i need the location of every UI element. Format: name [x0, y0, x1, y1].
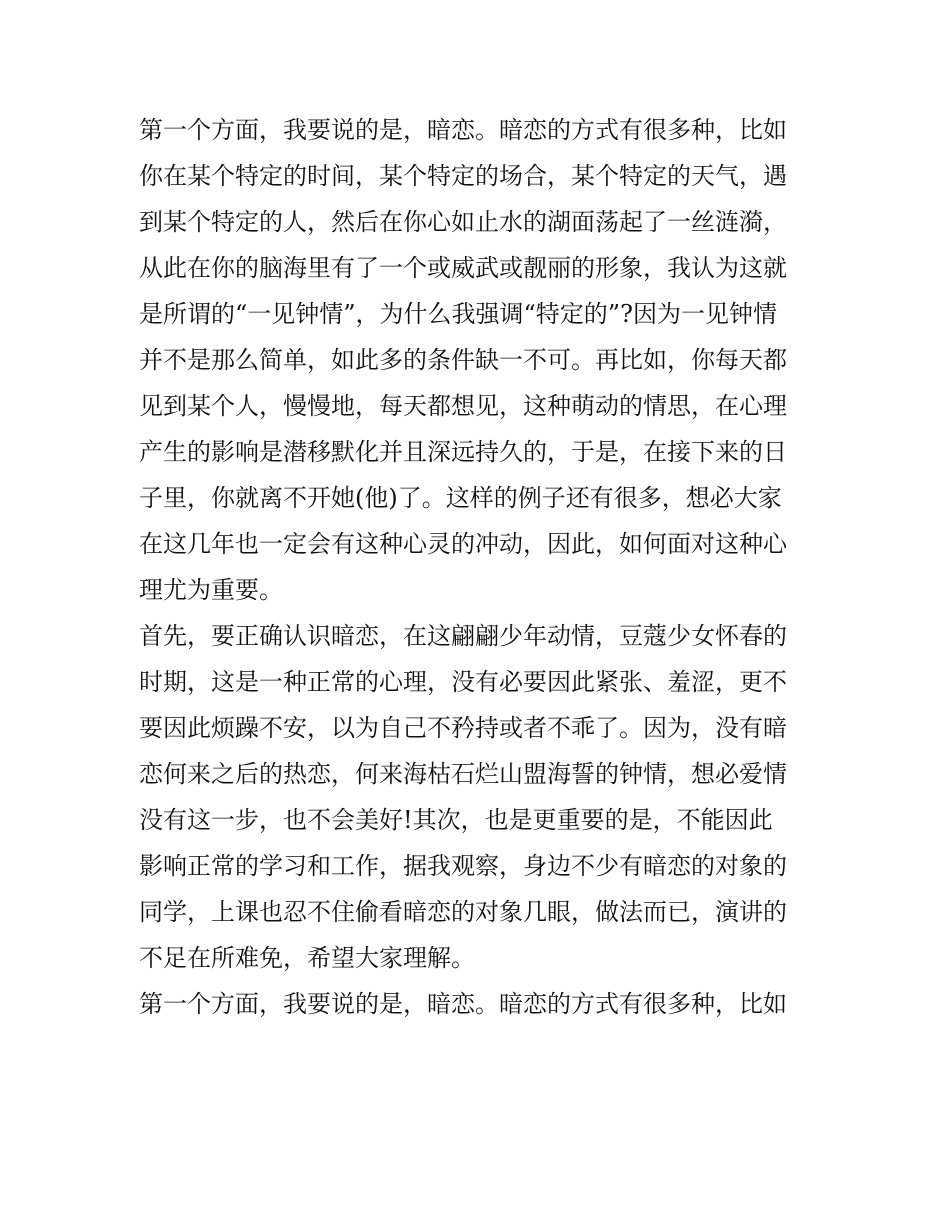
- paragraph-3: [139, 981, 815, 1027]
- document-body: [139, 107, 815, 1027]
- text-line: 在这几年也一定会有这种心灵的冲动，因此，如何面对这种心: [139, 530, 787, 558]
- text-line: 你在某个特定的时间，某个特定的场合，某个特定的天气，遇: [139, 162, 787, 190]
- paragraph-2: [139, 613, 815, 981]
- text-line: 要因此烦躁不安，以为自己不矜持或者不乖了。因为，没有暗: [139, 714, 787, 742]
- text-line: 第一个方面，我要说的是，暗恋。暗恋的方式有很多种，比如: [139, 116, 787, 144]
- text-line: 同学，上课也忍不住偷看暗恋的对象几眼，做法而已，演讲的: [139, 898, 787, 926]
- text-line: 是所谓的“一见钟情”，为什么我强调“特定的”?因为一见钟情: [139, 300, 777, 328]
- text-line: 子里，你就离不开她(他)了。这样的例子还有很多，想必大家: [139, 484, 782, 512]
- text-line: 理尤为重要。: [139, 576, 283, 604]
- text-line: 并不是那么简单，如此多的条件缺一不可。再比如，你每天都: [139, 346, 787, 374]
- text-line: 时期，这是一种正常的心理，没有必要因此紧张、羞涩，更不: [139, 668, 787, 696]
- text-line: 恋何来之后的热恋，何来海枯石烂山盟海誓的钟情，想必爱情: [139, 760, 787, 788]
- paragraph-1: [139, 107, 815, 613]
- text-line: 没有这一步，也不会美好!其次，也是更重要的是，不能因此: [139, 806, 773, 834]
- text-line: 见到某个人，慢慢地，每天都想见，这种萌动的情思，在心理: [139, 392, 787, 420]
- text-line: 从此在你的脑海里有了一个或威武或靓丽的形象，我认为这就: [139, 254, 787, 282]
- text-line: 产生的影响是潜移默化并且深远持久的，于是，在接下来的日: [139, 438, 787, 466]
- text-line: 到某个特定的人，然后在你心如止水的湖面荡起了一丝涟漪，: [139, 208, 787, 236]
- text-line: 第一个方面，我要说的是，暗恋。暗恋的方式有很多种，比如: [139, 990, 787, 1018]
- text-line: 不足在所难免，希望大家理解。: [139, 944, 475, 972]
- text-line: 首先，要正确认识暗恋，在这翩翩少年动情，豆蔻少女怀春的: [139, 622, 787, 650]
- text-line: 影响正常的学习和工作，据我观察，身边不少有暗恋的对象的: [139, 852, 787, 880]
